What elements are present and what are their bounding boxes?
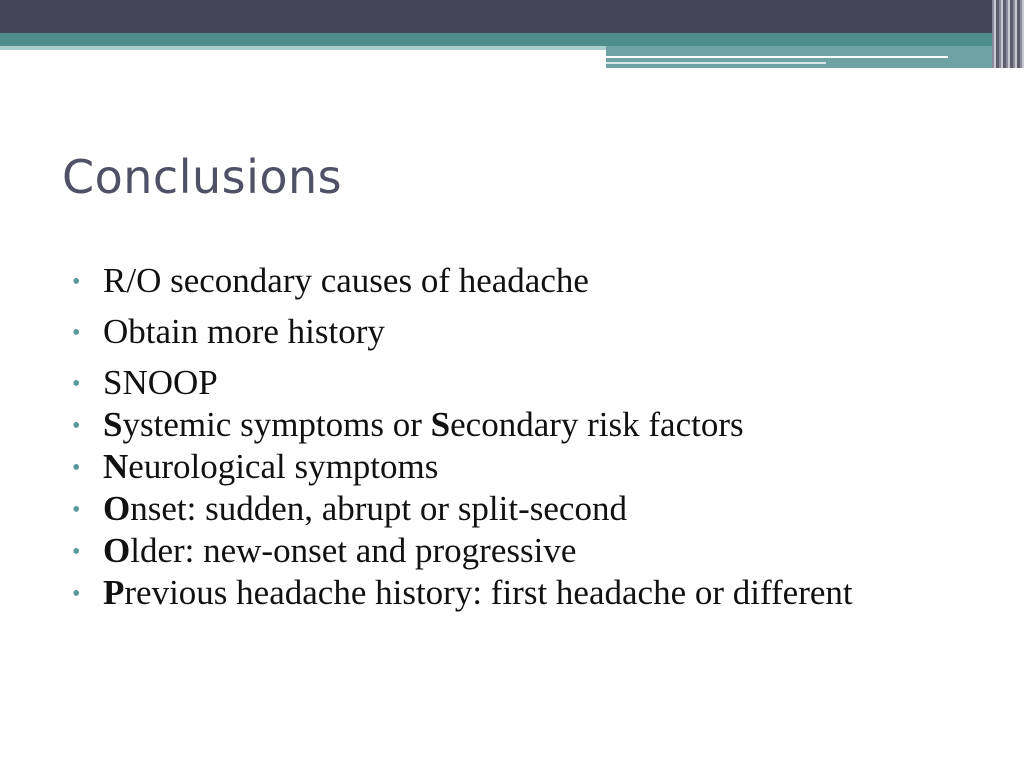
bullet-text: ystemic symptoms or xyxy=(122,405,431,444)
bullet-item xyxy=(72,574,972,612)
bullet-text: revious headache history: first headache or different xyxy=(124,573,853,612)
bullet-lead-letter: P xyxy=(103,573,125,612)
header-dark-band xyxy=(0,0,1024,33)
bullet-text: lder: new-onset and progressive xyxy=(130,531,577,570)
header-accent-line xyxy=(606,62,826,64)
bullet-item xyxy=(72,313,972,351)
bullet-item xyxy=(72,364,972,402)
bullet-lead-letter: O xyxy=(103,531,131,570)
header-accent-line xyxy=(606,56,948,58)
bullet-item xyxy=(72,448,972,486)
bullet-lead-letter: S xyxy=(103,405,123,444)
slide-title: Conclusions xyxy=(62,150,343,204)
header-light-line xyxy=(0,46,606,50)
bullet-lead-letter: S xyxy=(430,405,451,444)
bullet-item xyxy=(72,262,972,300)
bullet-text: econdary risk factors xyxy=(450,405,744,444)
bullet-item xyxy=(72,532,972,570)
bullet-text: eurological symptoms xyxy=(128,447,439,486)
bullet-text: Obtain more history xyxy=(103,312,385,351)
bullet-text: SNOOP xyxy=(103,363,218,402)
bullet-lead-letter: N xyxy=(103,447,129,486)
header-stripes xyxy=(992,0,1024,68)
bullet-item xyxy=(72,490,972,528)
bullet-list xyxy=(72,262,972,612)
bullet-text: nset: sudden, abrupt or split-second xyxy=(130,489,627,528)
bullet-lead-letter: O xyxy=(103,489,131,528)
bullet-item xyxy=(72,406,972,444)
header-teal-band xyxy=(0,33,1024,46)
bullet-text: R/O secondary causes of headache xyxy=(103,261,589,300)
